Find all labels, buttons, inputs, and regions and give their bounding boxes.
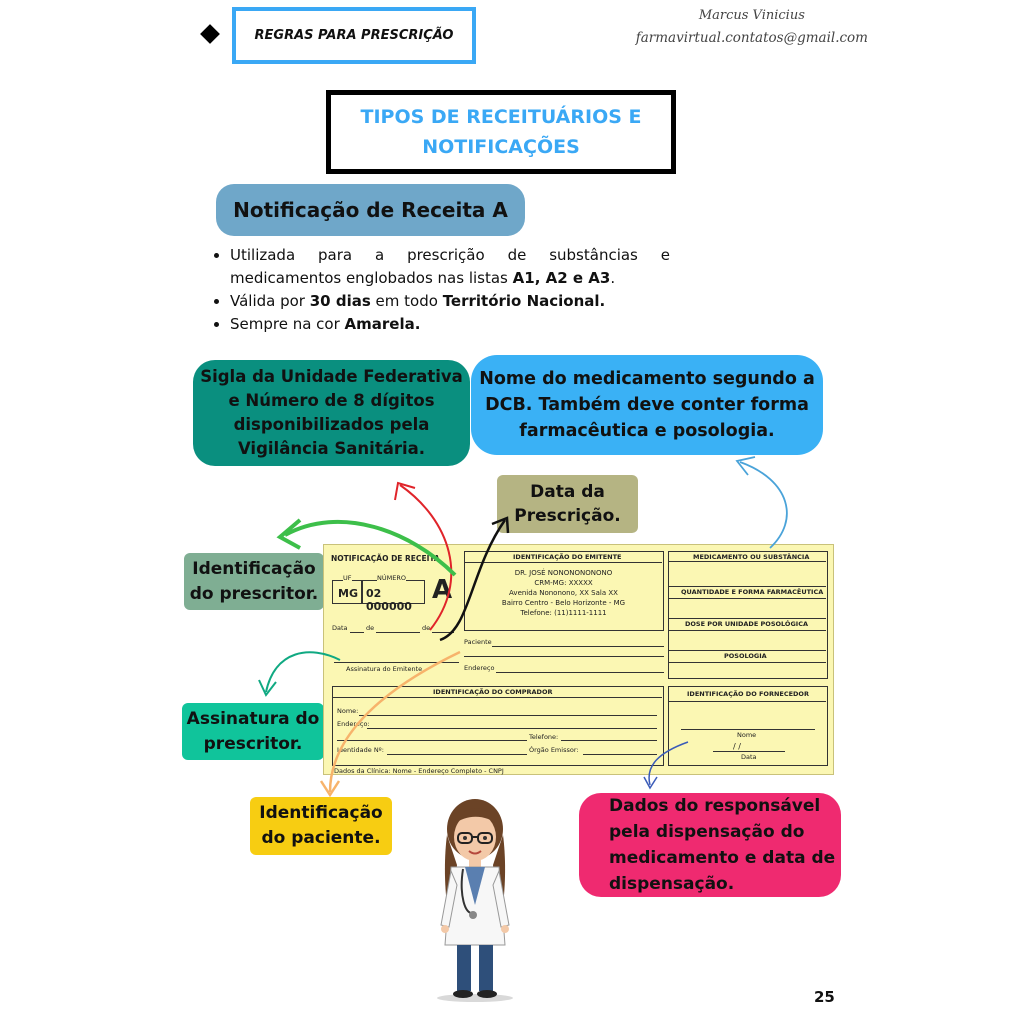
- emitente-bairro: Bairro Centro - Belo Horizonte - MG: [501, 599, 626, 607]
- page-title-line2: NOTIFICAÇÕES: [422, 136, 580, 158]
- forn-nome-label: Nome: [737, 731, 757, 739]
- emitente-crm: CRM-MG: XXXXX: [534, 579, 593, 587]
- subtitle: Notificação de Receita A: [233, 198, 508, 222]
- emitente-header: IDENTIFICAÇÃO DO EMITENTE: [513, 553, 622, 561]
- blue-arrow-head: [737, 457, 755, 475]
- page-title-line1: TIPOS DE RECEITUÁRIOS E: [360, 106, 642, 128]
- orange-arrow: [330, 652, 460, 792]
- callout-id-prescritor-text: Identificação do prescritor.: [189, 558, 319, 604]
- nome-label: Nome:: [337, 707, 359, 715]
- callout-responsavel-text: Dados do responsável pela dispensação do medicamento e data de dispensação.: [609, 796, 836, 894]
- bullet-bold: Amarela.: [344, 315, 421, 333]
- page-number: 25: [814, 988, 835, 1006]
- uf-value: MG: [338, 587, 358, 600]
- bullet-text: Válida por: [230, 292, 310, 310]
- paciente-label: Paciente: [464, 638, 492, 646]
- telefone-label: Telefone:: [529, 733, 559, 741]
- uf-label: UF: [343, 574, 352, 582]
- qtd-header: QUANTIDADE E FORMA FARMACÊUTICA: [681, 588, 824, 596]
- numero-value: 02 000000: [366, 587, 412, 613]
- data-label: Data: [332, 624, 348, 632]
- bullet-text: em todo: [370, 292, 443, 310]
- bullet-text: .: [610, 269, 616, 287]
- teal-arrow: [266, 652, 340, 692]
- bullet-text: Utilizada para a prescrição de substâncias e medicamentos englobados nas listas: [230, 246, 670, 287]
- de-label: de: [366, 624, 375, 632]
- fornecedor-header: IDENTIFICAÇÃO DO FORNECEDOR: [687, 690, 809, 698]
- callout-assinatura-text: Assinatura do prescritor.: [186, 708, 320, 754]
- callout-id-paciente-text: Identificação do paciente.: [259, 803, 383, 848]
- posologia-header: POSOLOGIA: [724, 652, 767, 660]
- emitente-addr: Avenida Nononono, XX Sala XX: [509, 589, 618, 597]
- emitente-tel: Telefone: (11)1111-1111: [520, 609, 607, 617]
- numero-label: NÚMERO: [377, 574, 406, 582]
- green-arrow: [285, 522, 455, 575]
- forn-data-label: Data: [741, 753, 757, 761]
- orgao-label: Órgão Emissor:: [529, 746, 579, 754]
- med-header: MEDICAMENTO OU SUBSTÂNCIA: [693, 553, 810, 561]
- red-arrow: [400, 485, 451, 630]
- navy-arrow: [649, 742, 688, 785]
- assinatura-label: Assinatura do Emitente: [346, 665, 423, 673]
- navy-arrow-head: [644, 777, 657, 788]
- black-arrow: [440, 520, 505, 640]
- endereco-label: Endereço: [464, 664, 495, 672]
- endereco2-label: Endereço:: [337, 720, 370, 728]
- doctor-illustration: [425, 795, 525, 1005]
- callout-sigla-text: Sigla da Unidade Federativa e Número de 8 dígitos disponibilizados pela Vigilância Sanitária.: [200, 367, 463, 458]
- comprador-header: IDENTIFICAÇÃO DO COMPRADOR: [433, 688, 553, 696]
- form-footer: Dados da Clínica: Nome - Endereço Completo - CNPJ: [334, 767, 504, 775]
- red-arrow-head: [395, 483, 415, 500]
- de-label: de: [422, 624, 431, 632]
- author-email: farmavirtual.contatos@gmail.com: [635, 30, 868, 46]
- bullet-text: Sempre na cor: [230, 315, 345, 333]
- bullet-bold: A1, A2 e A3: [512, 269, 611, 287]
- form-title: NOTIFICAÇÃO DE RECEITA: [331, 554, 440, 563]
- forn-date: / /: [733, 742, 741, 751]
- form-letter: A: [432, 575, 453, 605]
- emitente-name: DR. JOSÉ NONONONONONO: [514, 569, 613, 577]
- callout-nome-text: Nome do medicamento segundo a DCB. Também deve conter forma farmacêutica e posologia.: [479, 369, 815, 441]
- identidade-label: Identidade Nº:: [337, 746, 384, 754]
- bullet-bold: Território Nacional.: [442, 292, 606, 310]
- section-label: REGRAS PARA PRESCRIÇÃO: [254, 28, 454, 43]
- bullet-bold: 30 dias: [309, 292, 371, 310]
- author-name: Marcus Vinicius: [698, 8, 805, 23]
- callout-data-text: Data da Prescrição.: [514, 482, 621, 526]
- dose-header: DOSE POR UNIDADE POSOLÓGICA: [685, 620, 809, 628]
